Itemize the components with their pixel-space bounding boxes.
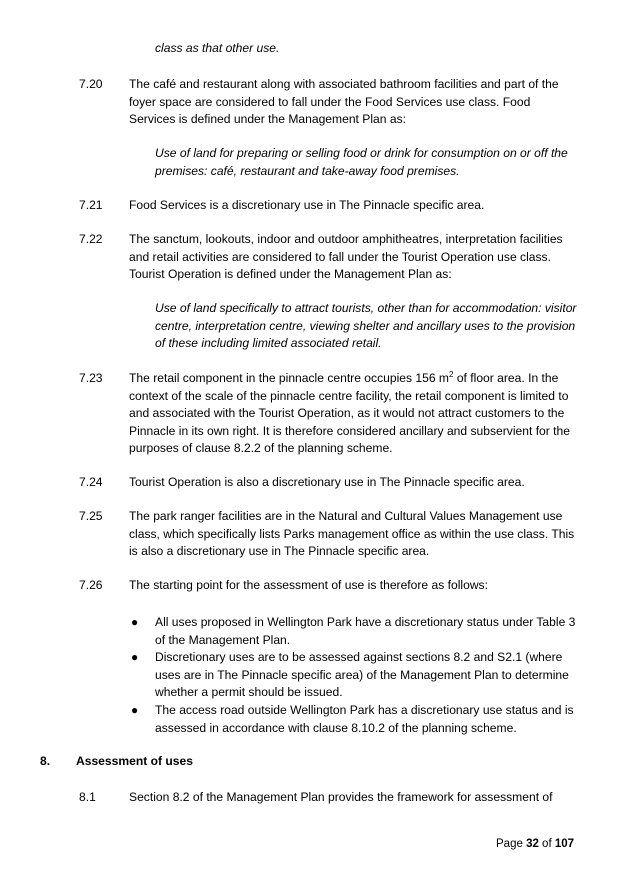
paragraph-number: 7.24: [79, 475, 103, 489]
paragraph-7-26: [79, 577, 579, 595]
paragraph-number: 7.23: [79, 371, 103, 385]
continuation-text: class as that other use.: [155, 41, 280, 55]
paragraph-text: The café and restaurant along with associated bathroom facilities and part of the foyer space are considered to fall under the Food Services use class. Food Services is defined under the Management Plan as:: [129, 77, 559, 126]
page-number: 32: [526, 838, 539, 850]
quote-food-services: Use of land for preparing or selling food or drink for consumption on or off the premises: café, restaurant and take-away food premises.: [155, 146, 568, 178]
paragraph-7-23: [79, 370, 579, 458]
section-heading-8: [40, 753, 580, 771]
bullet-icon: ●: [131, 703, 139, 717]
paragraph-7-21: [79, 197, 579, 215]
paragraph-number: 7.21: [79, 198, 103, 212]
paragraph-text: The retail component in the pinnacle centre occupies 156 $m^2$ of floor area. In the context of the scale of the pinnacle centre facility, the retail component is limited to and associated with the Tourist Operation, as it would not attract customers to the Pinnacle in its own right. It is therefore considered ancillary and subservient for the purposes of clause 8.2.2 of the planning scheme.: [129, 369, 570, 455]
paragraph-7-24: [79, 474, 579, 492]
quote-tourist-operation: Use of land specifically to attract tourists, other than for accommodation: visitor centre, interpretation centre, viewing shelter and ancillary uses to the provision of these including limited associated retail.: [155, 301, 577, 350]
bullet-icon: ●: [131, 650, 139, 664]
bullet-icon: ●: [131, 615, 139, 629]
paragraph-number: 7.20: [79, 77, 103, 91]
paragraph-text: The starting point for the assessment of use is therefore as follows:: [129, 578, 488, 592]
paragraph-number: 7.25: [79, 509, 103, 523]
paragraph-text: Section 8.2 of the Management Plan provides the framework for assessment of: [129, 790, 553, 804]
superscript: 2: [449, 369, 454, 379]
paragraph-7-25: [79, 508, 579, 561]
paragraph-8-1: [79, 789, 579, 807]
paragraph-text: The park ranger facilities are in the Natural and Cultural Values Management use class, which specifically lists Parks management office as within the use class. This is also a discretionary use in The Pinnacle specific area.: [129, 509, 575, 558]
paragraph-number: 7.22: [79, 232, 103, 246]
section-number: 8.: [40, 754, 51, 768]
paragraph-number: 7.26: [79, 578, 103, 592]
paragraph-text: Tourist Operation is also a discretionary use in The Pinnacle specific area.: [129, 475, 525, 489]
page-footer: Page 32 of 107: [496, 838, 575, 850]
paragraph-text: The sanctum, lookouts, indoor and outdoor amphitheatres, interpretation facilities and retail activities are considered to fall under the Tourist Operation use class. Tourist Operation is defined under the Management Plan as:: [129, 232, 563, 281]
paragraph-text: Food Services is a discretionary use in The Pinnacle specific area.: [129, 198, 485, 212]
paragraph-7-20: [79, 76, 579, 129]
paragraph-number: 8.1: [79, 790, 96, 804]
section-title: Assessment of uses: [76, 754, 193, 768]
page-total: 107: [554, 838, 575, 850]
paragraph-7-22: [79, 231, 579, 284]
bullet-list: ● All uses proposed in Wellington Park have a discretionary status under Table 3 of the Management Plan. ● Discretionary uses are to be assessed against sections 8.2 and S2.1 (where uses are in The Pinnacle specific area) of the Management Plan to determine whether a permit should be issued. ● The access road outside Wellington Park has a discretionary use status and is assessed in accordance with clause 8.10.2 of the planning scheme.: [131, 615, 576, 735]
